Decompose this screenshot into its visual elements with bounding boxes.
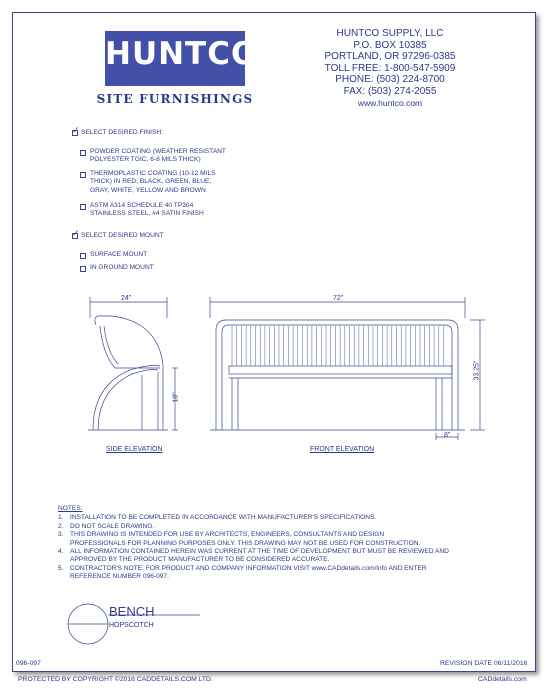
notes-heading: NOTES: (58, 505, 83, 512)
finish-heading: SELECT DESIRED FINISH: (81, 129, 163, 136)
mount-heading: SELECT DESIRED MOUNT (81, 232, 164, 239)
mount-option-surface: SURFACE MOUNT (90, 251, 148, 258)
copyright-notice: PROTECTED BY COPYRIGHT ©2016 CADDETAILS.COM LTD. (18, 676, 213, 683)
note-item: 3. THIS DRAWING IS INTENDED FOR USE BY ARCHITECTS, ENGINEERS, CONSULTANTS AND DESIGN PROFESSIONALS FOR PLANNING PURPOSES ONLY. THIS DRAWING MAY NOT BE USED FOR CONSTRUCTION. (58, 531, 421, 547)
address-line: PORTLAND, OR 97296-0385 (324, 51, 456, 63)
front-height-dimension: 33.25" (473, 360, 481, 381)
leg-width-dimension: 8" (444, 432, 451, 439)
address-line: TOLL FREE: 1-800-547-5909 (324, 62, 456, 74)
mount-option-inground: IN GROUND MOUNT (90, 264, 154, 271)
finish-option-stainless: ASTM A314 SCHEDULE 40 TP304 STAINLESS STEEL, #4 SATIN FINISH (90, 202, 204, 218)
side-width-dimension: 24" (121, 295, 132, 302)
finish-option-thermoplastic: THERMOPLASTIC COATING (10-12 MILS THICK) IN RED, BLACK, GREEN, BLUE, GRAY, WHITE, YELLOW AND BROWN (90, 170, 216, 194)
caddetails-link[interactable]: CADdetails.com (478, 676, 527, 683)
note-item: 1. INSTALLATION TO BE COMPLETED IN ACCORDANCE WITH MANUFACTURER'S SPECIFICATIONS. (58, 514, 377, 522)
side-height-dimension: 18" (172, 392, 180, 403)
finish-option-powder: POWDER COATING (WEATHER RESISTANT POLYESTER TGIC, 6-8 MILS THICK) (90, 148, 226, 164)
revision-date: REVISION DATE 06/11/2016 (440, 660, 528, 667)
website-link[interactable]: www.huntco.com (357, 97, 423, 108)
front-width-dimension: 72" (333, 295, 344, 302)
check-icon: ✓ (72, 125, 80, 135)
drawing-reference: 096-097 (16, 660, 41, 667)
side-elevation-label: SIDE ELEVATION (106, 446, 163, 453)
front-elevation-label: FRONT ELEVATION (310, 446, 375, 453)
address-line: PHONE: (503) 224-8700 (335, 74, 445, 86)
notes-section (58, 505, 498, 582)
note-item: 5. CONTRACTOR'S NOTE: FOR PRODUCT AND COMPANY INFORMATION VISIT www.CADdetails.com/info AND ENTER REFERENCE NUMBER 096-097. (58, 564, 427, 581)
logo-subtitle: SITE FURNISHINGS (96, 92, 254, 106)
title-block-title: BENCH (109, 604, 155, 619)
logo-text: HUNTCO (105, 36, 259, 72)
note-item: 4. ALL INFORMATION CONTAINED HEREIN WAS CURRENT AT THE TIME OF DEVELOPMENT BUT MUST BE REVIEWED AND APPROVED BY THE PRODUCT MANUFACTURER TO BE CONSIDERED ACCURATE. (58, 548, 449, 564)
title-block-subtitle: HOPSCOTCH (109, 622, 154, 629)
address-line: P.O. BOX 10385 (353, 39, 427, 51)
note-item: 2. DO NOT SCALE DRAWING. (58, 522, 155, 530)
check-icon: ✓ (72, 228, 80, 238)
address-line: FAX: (503) 274-2055 (343, 85, 437, 97)
address-line: HUNTCO SUPPLY, LLC (336, 28, 444, 39)
